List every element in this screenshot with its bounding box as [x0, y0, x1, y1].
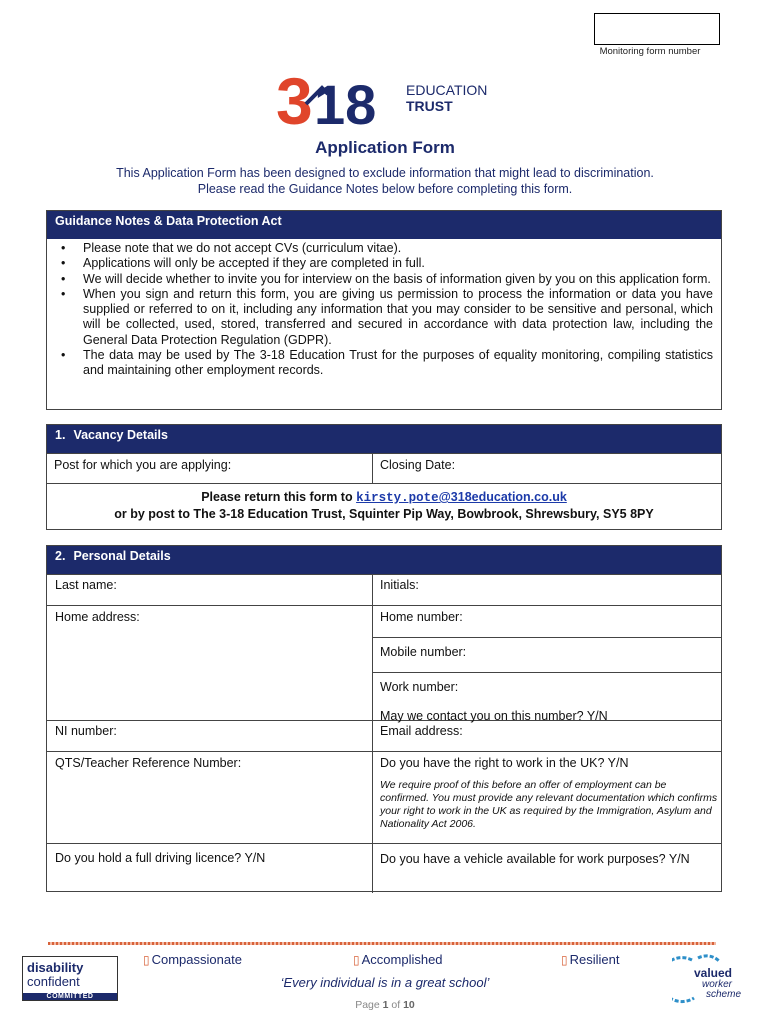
- section-title: Personal Details: [73, 549, 171, 563]
- checkbox-glyph-icon: ▯: [561, 953, 568, 967]
- post-field[interactable]: Post for which you are applying:: [54, 458, 232, 472]
- email-address-field[interactable]: Email address:: [380, 724, 463, 738]
- section-number: 1.: [55, 428, 66, 442]
- guidance-bullet: • Please note that we do not accept CVs (curriculum vitae).: [61, 241, 713, 256]
- guidance-bullet: • We will decide whether to invite you for interview on the basis of information given by you on this application form.: [61, 272, 713, 287]
- section-title: Vacancy Details: [73, 428, 168, 442]
- intro-line-1: This Application Form has been designed to exclude information that might lead to discrimination.: [116, 166, 654, 180]
- logo-text-line2: TRUST: [406, 98, 453, 114]
- value-label: Accomplished: [361, 952, 443, 967]
- value-label: Resilient: [569, 952, 620, 967]
- return-email-link[interactable]: kirsty.pote: [356, 491, 439, 505]
- intro-text: [0, 165, 770, 197]
- section-number: 2.: [55, 549, 66, 563]
- logo-318-mark: [276, 64, 401, 134]
- checkbox-glyph-icon: ▯: [353, 953, 360, 967]
- value-item: [143, 952, 242, 967]
- return-instructions: [47, 483, 721, 529]
- right-to-work-question[interactable]: Do you have the right to work in the UK? Y/N: [380, 756, 629, 770]
- logo-text-line1: EDUCATION: [406, 82, 488, 98]
- last-name-field[interactable]: Last name:: [55, 578, 117, 592]
- initials-field[interactable]: Initials:: [380, 578, 419, 592]
- footer-divider: [48, 942, 716, 945]
- home-address-field[interactable]: Home address:: [55, 610, 140, 624]
- return-prefix: Please return this form to: [201, 490, 357, 504]
- mobile-number-field[interactable]: Mobile number:: [380, 645, 467, 659]
- guidance-section: [46, 210, 722, 410]
- value-item: [561, 952, 619, 967]
- guidance-heading: Guidance Notes & Data Protection Act: [47, 211, 721, 239]
- closing-date-field[interactable]: Closing Date:: [372, 454, 721, 483]
- vehicle-question[interactable]: Do you have a vehicle available for work purposes? Y/N: [380, 852, 690, 866]
- guidance-bullet: • When you sign and return this form, you are giving us permission to process the information or data you have supplied or referred to on it, including any information that you may consider to be sensitive and personal, which will be collected, used, stored, transferred and secured in accordance with data protection law, including the General Data Protection Regulation (GDPR).: [61, 287, 713, 348]
- return-email-domain[interactable]: @318education.co.uk: [438, 490, 567, 504]
- trust-logo: [276, 64, 506, 134]
- svg-text:18: 18: [314, 73, 377, 134]
- qts-reference-field[interactable]: QTS/Teacher Reference Number:: [55, 756, 242, 770]
- postal-address: or by post to The 3-18 Education Trust, Squinter Pip Way, Bowbrook, Shrewsbury, SY5 8PY: [114, 507, 654, 521]
- guidance-list: [47, 241, 721, 379]
- form-title: Application Form: [315, 138, 455, 157]
- value-item: [353, 952, 443, 967]
- total-pages: 10: [403, 999, 415, 1011]
- personal-section: [46, 545, 722, 892]
- driving-licence-question[interactable]: Do you hold a full driving licence? Y/N: [55, 851, 266, 865]
- contact-permission-question[interactable]: May we contact you on this number? Y/N: [380, 709, 608, 723]
- checkbox-glyph-icon: ▯: [143, 953, 150, 967]
- value-label: Compassionate: [151, 952, 242, 967]
- ni-number-field[interactable]: NI number:: [55, 724, 117, 738]
- vacancy-heading: [47, 425, 721, 453]
- svg-text:3: 3: [276, 64, 313, 134]
- vacancy-section: [46, 424, 722, 530]
- guidance-bullet: • The data may be used by The 3-18 Education Trust for the purposes of equality monitoring, compiling statistics and maintaining other employment records.: [61, 348, 713, 379]
- home-number-field[interactable]: Home number:: [380, 610, 463, 624]
- current-page: 1: [382, 999, 389, 1011]
- disability-confident-logo: disability confident COMMITTED: [22, 956, 118, 1001]
- personal-heading: [47, 546, 721, 574]
- personal-grid: [47, 574, 721, 893]
- trust-motto: ‘Every individual is in a great school’: [280, 975, 490, 990]
- valued-worker-scheme-logo: valued worker scheme: [672, 952, 758, 1004]
- vacancy-row: [47, 453, 721, 483]
- right-to-work-note: We require proof of this before an offer of employment can be confirmed. You must provide any relevant documentation which confirms your right to work in the UK as required by the Immigration, Asylum and Nationality Act 2006.: [380, 779, 718, 830]
- monitoring-form-number-label: Monitoring form number: [599, 46, 701, 57]
- guidance-bullet: • Applications will only be accepted if they are completed in full.: [61, 256, 713, 271]
- monitoring-form-number-field[interactable]: [594, 13, 720, 45]
- intro-line-2: Please read the Guidance Notes below before completing this form.: [197, 182, 573, 196]
- work-number-field[interactable]: Work number:: [380, 680, 459, 694]
- page-number: Page 1 of 10: [355, 999, 415, 1011]
